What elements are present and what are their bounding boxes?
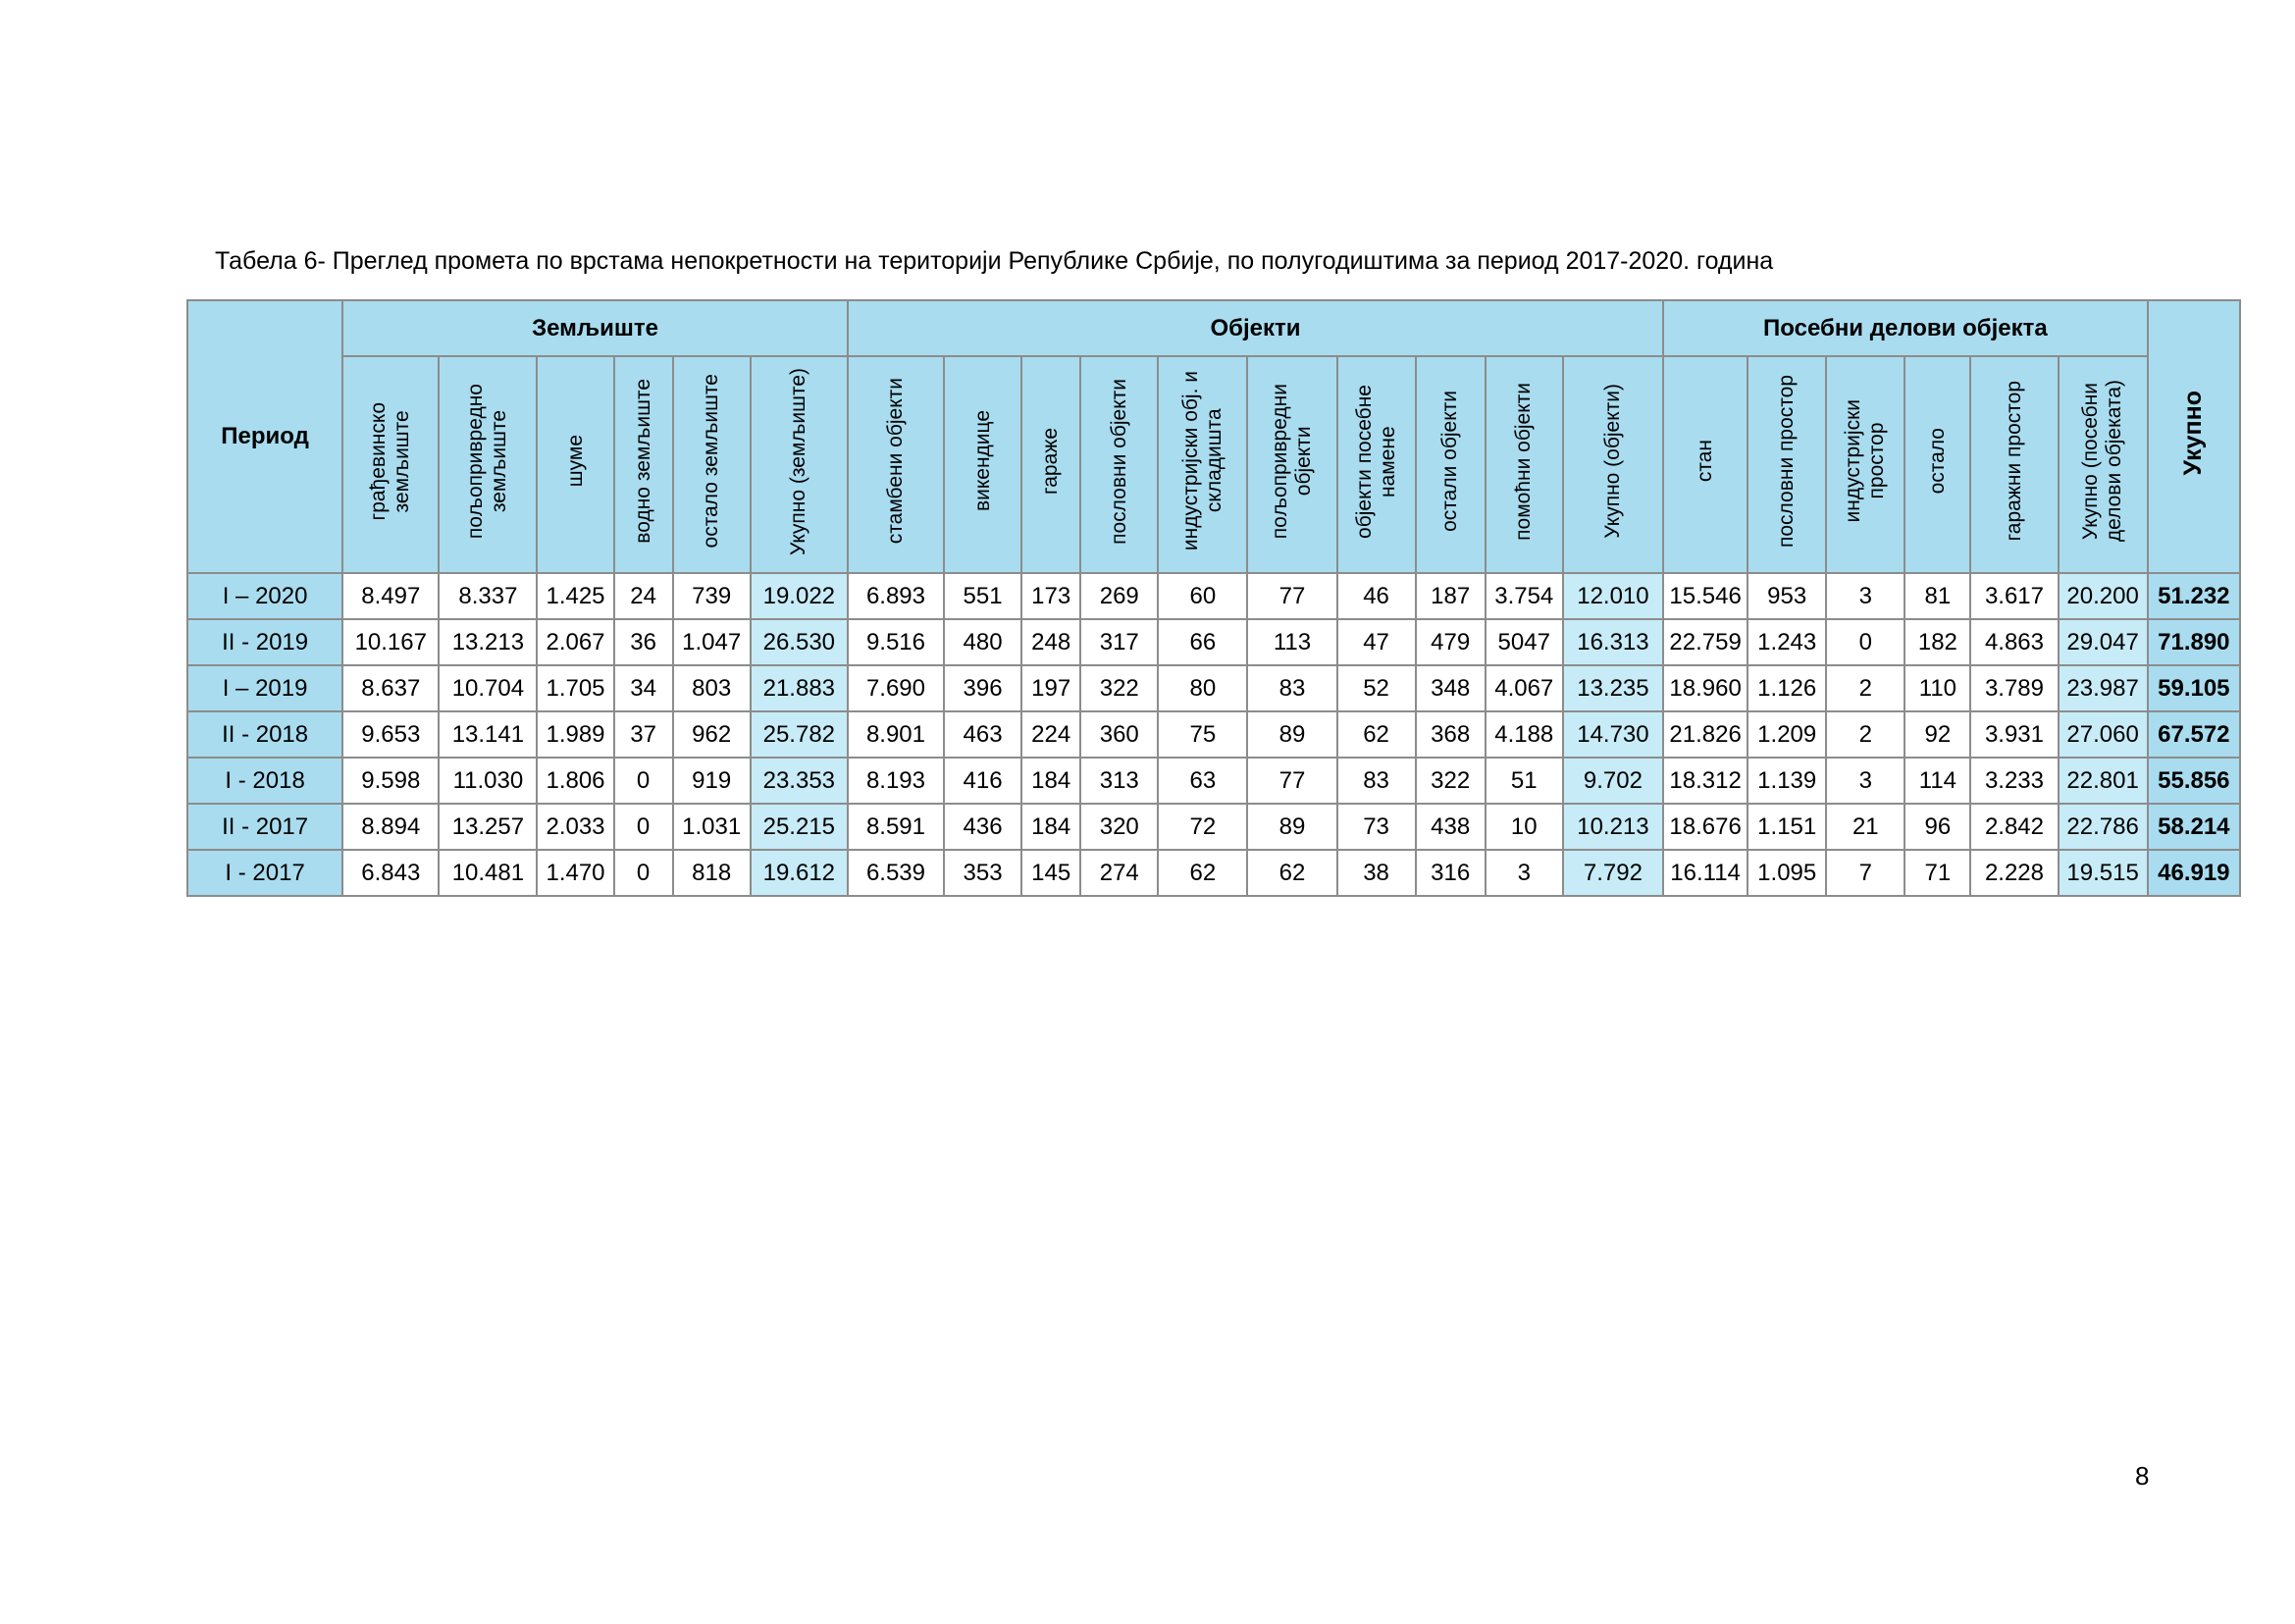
column-header: Укупно (посебни делови објеката)	[2059, 356, 2148, 573]
value-cell: 396	[944, 665, 1021, 711]
value-cell: 77	[1247, 758, 1336, 804]
column-header: остали објекти	[1416, 356, 1486, 573]
subtotal-cell: 26.530	[751, 619, 848, 665]
grand-total-cell: 67.572	[2148, 711, 2240, 758]
value-cell: 46	[1337, 573, 1416, 619]
subtotal-cell: 19.612	[751, 850, 848, 896]
value-cell: 80	[1158, 665, 1247, 711]
value-cell: 197	[1021, 665, 1080, 711]
value-cell: 114	[1904, 758, 1970, 804]
column-header: шуме	[537, 356, 613, 573]
value-cell: 16.114	[1663, 850, 1747, 896]
subtotal-cell: 9.702	[1563, 758, 1663, 804]
value-cell: 13.141	[439, 711, 537, 758]
value-cell: 1.047	[673, 619, 751, 665]
grand-total-cell: 58.214	[2148, 804, 2240, 850]
value-cell: 2	[1826, 711, 1904, 758]
value-cell: 52	[1337, 665, 1416, 711]
value-cell: 1.243	[1747, 619, 1826, 665]
statistics-table	[186, 299, 2241, 897]
value-cell: 15.546	[1663, 573, 1747, 619]
subtotal-cell: 16.313	[1563, 619, 1663, 665]
value-cell: 89	[1247, 804, 1336, 850]
value-cell: 6.843	[342, 850, 439, 896]
subtotal-cell: 29.047	[2059, 619, 2148, 665]
value-cell: 22.759	[1663, 619, 1747, 665]
value-cell: 7	[1826, 850, 1904, 896]
subtotal-cell: 22.786	[2059, 804, 2148, 850]
value-cell: 6.893	[848, 573, 944, 619]
grand-total-cell: 51.232	[2148, 573, 2240, 619]
value-cell: 5047	[1486, 619, 1563, 665]
group-header-building-parts: Посебни делови објекта	[1663, 300, 2148, 356]
row-period: I – 2020	[187, 573, 342, 619]
value-cell: 8.193	[848, 758, 944, 804]
value-cell: 9.516	[848, 619, 944, 665]
value-cell: 1.989	[537, 711, 613, 758]
value-cell: 2.067	[537, 619, 613, 665]
value-cell: 480	[944, 619, 1021, 665]
value-cell: 3.233	[1970, 758, 2058, 804]
value-cell: 184	[1021, 804, 1080, 850]
value-cell: 953	[1747, 573, 1826, 619]
value-cell: 8.591	[848, 804, 944, 850]
value-cell: 1.209	[1747, 711, 1826, 758]
value-cell: 1.425	[537, 573, 613, 619]
value-cell: 0	[614, 804, 673, 850]
value-cell: 77	[1247, 573, 1336, 619]
value-cell: 1.470	[537, 850, 613, 896]
column-header: Укупно (објекти)	[1563, 356, 1663, 573]
value-cell: 317	[1080, 619, 1158, 665]
row-period: I - 2018	[187, 758, 342, 804]
value-cell: 10.481	[439, 850, 537, 896]
value-cell: 4.188	[1486, 711, 1563, 758]
page-number: 8	[2135, 1461, 2150, 1491]
value-cell: 0	[614, 850, 673, 896]
value-cell: 173	[1021, 573, 1080, 619]
value-cell: 184	[1021, 758, 1080, 804]
value-cell: 1.151	[1747, 804, 1826, 850]
row-period: II - 2018	[187, 711, 342, 758]
grand-total-cell: 55.856	[2148, 758, 2240, 804]
value-cell: 1.705	[537, 665, 613, 711]
value-cell: 92	[1904, 711, 1970, 758]
subtotal-cell: 19.515	[2059, 850, 2148, 896]
column-header: пословни простор	[1747, 356, 1826, 573]
value-cell: 551	[944, 573, 1021, 619]
value-cell: 81	[1904, 573, 1970, 619]
row-period: II - 2017	[187, 804, 342, 850]
value-cell: 60	[1158, 573, 1247, 619]
value-cell: 248	[1021, 619, 1080, 665]
column-header: пољопривредни објекти	[1247, 356, 1336, 573]
value-cell: 75	[1158, 711, 1247, 758]
value-cell: 187	[1416, 573, 1486, 619]
value-cell: 18.676	[1663, 804, 1747, 850]
subtotal-cell: 25.215	[751, 804, 848, 850]
column-header: гараже	[1021, 356, 1080, 573]
value-cell: 274	[1080, 850, 1158, 896]
value-cell: 3	[1826, 573, 1904, 619]
subtotal-cell: 19.022	[751, 573, 848, 619]
table-row	[187, 665, 2240, 711]
value-cell: 7.690	[848, 665, 944, 711]
subtotal-cell: 27.060	[2059, 711, 2148, 758]
value-cell: 36	[614, 619, 673, 665]
value-cell: 4.067	[1486, 665, 1563, 711]
value-cell: 10	[1486, 804, 1563, 850]
value-cell: 313	[1080, 758, 1158, 804]
value-cell: 51	[1486, 758, 1563, 804]
value-cell: 47	[1337, 619, 1416, 665]
value-cell: 1.139	[1747, 758, 1826, 804]
value-cell: 62	[1158, 850, 1247, 896]
value-cell: 436	[944, 804, 1021, 850]
value-cell: 62	[1247, 850, 1336, 896]
subtotal-cell: 25.782	[751, 711, 848, 758]
value-cell: 110	[1904, 665, 1970, 711]
column-header: индустријски простор	[1826, 356, 1904, 573]
value-cell: 73	[1337, 804, 1416, 850]
value-cell: 66	[1158, 619, 1247, 665]
value-cell: 8.901	[848, 711, 944, 758]
column-header: водно земљиште	[614, 356, 673, 573]
value-cell: 11.030	[439, 758, 537, 804]
value-cell: 145	[1021, 850, 1080, 896]
value-cell: 21.826	[1663, 711, 1747, 758]
group-header-buildings: Објекти	[848, 300, 1663, 356]
row-period: I - 2017	[187, 850, 342, 896]
value-cell: 316	[1416, 850, 1486, 896]
value-cell: 21	[1826, 804, 1904, 850]
value-cell: 72	[1158, 804, 1247, 850]
subtotal-cell: 13.235	[1563, 665, 1663, 711]
value-cell: 368	[1416, 711, 1486, 758]
group-header-land: Земљиште	[342, 300, 848, 356]
column-header: стамбени објекти	[848, 356, 944, 573]
table-row	[187, 850, 2240, 896]
table-row	[187, 573, 2240, 619]
column-header: стан	[1663, 356, 1747, 573]
value-cell: 113	[1247, 619, 1336, 665]
subtotal-cell: 12.010	[1563, 573, 1663, 619]
value-cell: 818	[673, 850, 751, 896]
value-cell: 416	[944, 758, 1021, 804]
value-cell: 3.617	[1970, 573, 2058, 619]
value-cell: 83	[1247, 665, 1336, 711]
value-cell: 62	[1337, 711, 1416, 758]
value-cell: 6.539	[848, 850, 944, 896]
value-cell: 2.228	[1970, 850, 2058, 896]
value-cell: 9.653	[342, 711, 439, 758]
subtotal-cell: 22.801	[2059, 758, 2148, 804]
value-cell: 0	[614, 758, 673, 804]
value-cell: 322	[1416, 758, 1486, 804]
column-header: помоћни објекти	[1486, 356, 1563, 573]
subtotal-cell: 21.883	[751, 665, 848, 711]
value-cell: 63	[1158, 758, 1247, 804]
column-header: остало	[1904, 356, 1970, 573]
column-header: објекти посебне намене	[1337, 356, 1416, 573]
value-cell: 8.497	[342, 573, 439, 619]
grand-total-cell: 71.890	[2148, 619, 2240, 665]
value-cell: 34	[614, 665, 673, 711]
column-header: викендице	[944, 356, 1021, 573]
value-cell: 320	[1080, 804, 1158, 850]
value-cell: 1.126	[1747, 665, 1826, 711]
value-cell: 3	[1826, 758, 1904, 804]
table-row	[187, 619, 2240, 665]
value-cell: 438	[1416, 804, 1486, 850]
column-header: пословни објекти	[1080, 356, 1158, 573]
value-cell: 4.863	[1970, 619, 2058, 665]
value-cell: 13.213	[439, 619, 537, 665]
value-cell: 1.095	[1747, 850, 1826, 896]
value-cell: 1.806	[537, 758, 613, 804]
column-header: пољопривредно земљиште	[439, 356, 537, 573]
value-cell: 224	[1021, 711, 1080, 758]
subtotal-cell: 23.987	[2059, 665, 2148, 711]
value-cell: 3	[1486, 850, 1563, 896]
value-cell: 322	[1080, 665, 1158, 711]
table-caption: Табела 6- Преглед промета по врстама непокретности на територији Републике Србије, по полугодиштима за период 2017-2020. година	[215, 247, 1774, 275]
column-header: гаражни простор	[1970, 356, 2058, 573]
value-cell: 89	[1247, 711, 1336, 758]
column-header: грађевинско земљиште	[342, 356, 439, 573]
subtotal-cell: 23.353	[751, 758, 848, 804]
value-cell: 9.598	[342, 758, 439, 804]
value-cell: 463	[944, 711, 1021, 758]
subtotal-cell: 20.200	[2059, 573, 2148, 619]
value-cell: 37	[614, 711, 673, 758]
value-cell: 269	[1080, 573, 1158, 619]
value-cell: 0	[1826, 619, 1904, 665]
subtotal-cell: 7.792	[1563, 850, 1663, 896]
grand-total-cell: 46.919	[2148, 850, 2240, 896]
value-cell: 10.167	[342, 619, 439, 665]
subtotal-cell: 14.730	[1563, 711, 1663, 758]
subtotal-cell: 10.213	[1563, 804, 1663, 850]
row-period: I – 2019	[187, 665, 342, 711]
value-cell: 83	[1337, 758, 1416, 804]
value-cell: 2	[1826, 665, 1904, 711]
table-row	[187, 758, 2240, 804]
value-cell: 3.931	[1970, 711, 2058, 758]
grand-total-cell: 59.105	[2148, 665, 2240, 711]
total-header: Укупно	[2148, 300, 2240, 573]
value-cell: 8.894	[342, 804, 439, 850]
value-cell: 8.337	[439, 573, 537, 619]
value-cell: 182	[1904, 619, 1970, 665]
value-cell: 360	[1080, 711, 1158, 758]
value-cell: 3.789	[1970, 665, 2058, 711]
value-cell: 1.031	[673, 804, 751, 850]
value-cell: 3.754	[1486, 573, 1563, 619]
value-cell: 2.033	[537, 804, 613, 850]
period-header: Период	[187, 300, 342, 573]
value-cell: 479	[1416, 619, 1486, 665]
column-header: Укупно (земљиште)	[751, 356, 848, 573]
value-cell: 348	[1416, 665, 1486, 711]
value-cell: 962	[673, 711, 751, 758]
column-header: остало земљиште	[673, 356, 751, 573]
table-row	[187, 711, 2240, 758]
value-cell: 38	[1337, 850, 1416, 896]
value-cell: 919	[673, 758, 751, 804]
table-row	[187, 804, 2240, 850]
row-period: II - 2019	[187, 619, 342, 665]
value-cell: 24	[614, 573, 673, 619]
value-cell: 739	[673, 573, 751, 619]
column-header: индустријски обј. и складишта	[1158, 356, 1247, 573]
value-cell: 71	[1904, 850, 1970, 896]
value-cell: 13.257	[439, 804, 537, 850]
value-cell: 803	[673, 665, 751, 711]
value-cell: 8.637	[342, 665, 439, 711]
value-cell: 96	[1904, 804, 1970, 850]
value-cell: 2.842	[1970, 804, 2058, 850]
value-cell: 10.704	[439, 665, 537, 711]
value-cell: 18.312	[1663, 758, 1747, 804]
value-cell: 353	[944, 850, 1021, 896]
value-cell: 18.960	[1663, 665, 1747, 711]
